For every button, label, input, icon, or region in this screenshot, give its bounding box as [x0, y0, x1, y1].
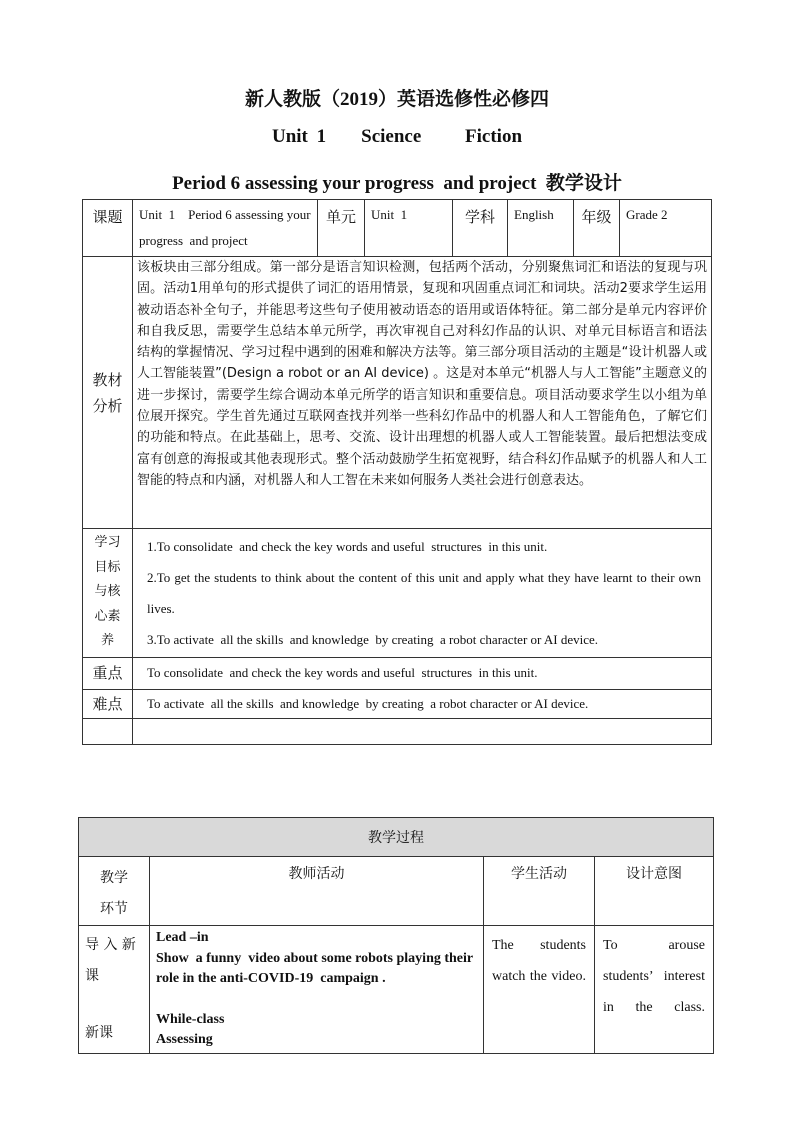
topic-value: Unit 1 Period 6 assessing your progress and project	[133, 200, 318, 257]
doc-title-line1: 新人教版（2019）英语选修性必修四	[244, 89, 549, 110]
unit-label: 单元	[318, 200, 365, 257]
difficult-points-text: To activate all the skills and knowledge by creating a robot character or AI device.	[133, 690, 712, 719]
empty-label-cell	[83, 719, 133, 745]
goal-3: 3.To activate all the skills and knowledge by creating a robot character or AI device.	[147, 632, 599, 647]
stage-new-lesson: 新课	[85, 1025, 113, 1041]
col-stage-header: 教学环节	[79, 857, 150, 926]
teacher-lead-in: Lead –in	[156, 930, 209, 945]
subject-value: English	[508, 200, 574, 257]
design-intent-cell: To arouse students’ interest in the class.	[595, 926, 714, 1054]
unit-value: Unit 1	[365, 200, 453, 257]
goals-label: 学习目标与核心素养	[83, 529, 133, 658]
teacher-assessing: Assessing	[156, 1032, 213, 1047]
teaching-process-table	[78, 817, 714, 1054]
teacher-video: Show a funny video about some robots playing their role in the anti-COVID-19 campaign .	[156, 950, 477, 986]
lesson-info-table	[82, 199, 712, 745]
empty-content-cell	[133, 719, 712, 745]
stage-lead-in: 导 入 新 课	[85, 937, 136, 984]
goal-2: 2.To get the students to think about the content of this unit and apply what they have learnt to their own lives.	[147, 570, 705, 616]
col-student-header: 学生活动	[484, 857, 595, 926]
key-points-text: To consolidate and check the key words and useful structures in this unit.	[133, 658, 712, 690]
teacher-activity-cell	[150, 926, 484, 1054]
doc-title-line2: Unit 1 Science Fiction	[271, 126, 523, 147]
grade-value: Grade 2	[620, 200, 712, 257]
teacher-while-class: While-class	[156, 1011, 225, 1027]
goal-1: 1.To consolidate and check the key words and useful structures in this unit.	[147, 539, 548, 554]
key-points-label: 重点	[83, 658, 133, 690]
subject-label: 学科	[453, 200, 508, 257]
col-teacher-header: 教师活动	[150, 857, 484, 926]
student-activity-cell: The students watch the video.	[484, 926, 595, 1054]
process-title: 教学过程	[79, 818, 714, 857]
stage-cell	[79, 926, 150, 1054]
topic-label: 课题	[83, 200, 133, 257]
analysis-label: 教材分析	[83, 257, 133, 529]
col-intent-header: 设计意图	[595, 857, 714, 926]
goals-cell	[133, 529, 712, 658]
grade-label: 年级	[574, 200, 620, 257]
analysis-text: 该板块由三部分组成。第一部分是语言知识检测，包括两个活动，分别聚焦词汇和语法的复现与巩固。活动1用单句的形式提供了词汇的语用情景，复现和巩固重点词汇和词块。活动2要求学生运用被动语态补全句子，并能思考这些句子使用被动语态的语用或语体特征。第二部分是单元内容评价和自我反思，需要学生总结本单元所学，再次审视自己对科幻作品的认识、对单元目标语言和语法结构的掌握情况、学习过程中遇到的困难和解决方法等。第三部分项目活动的主题是“设计机器人或人工智能装置”(Design a robot or an AI device) 。这是对本单元“机器人与人工智能”主题意义的进一步探讨，需要学生综合调动本单元所学的语言知识和重要信息。项目活动要求学生以小组为单位展开探究。学生首先通过互联网查找并列举一些科幻作品中的机器人和人工智能角色，了解它们的功能和特点。在此基础上，思考、交流、设计出理想的机器人或人工智能装置。最后把想法变成富有创意的海报或其他表现形式。整个活动鼓励学生拓宽视野，结合科幻作品赋予的机器人和人工智能的特点和内涵，对机器人和人工智在未来如何服务人类社会进行创意表达。	[133, 257, 712, 529]
doc-title-line3: Period 6 assessing your progress and project 教学设计	[172, 173, 622, 194]
difficult-points-label: 难点	[83, 690, 133, 719]
